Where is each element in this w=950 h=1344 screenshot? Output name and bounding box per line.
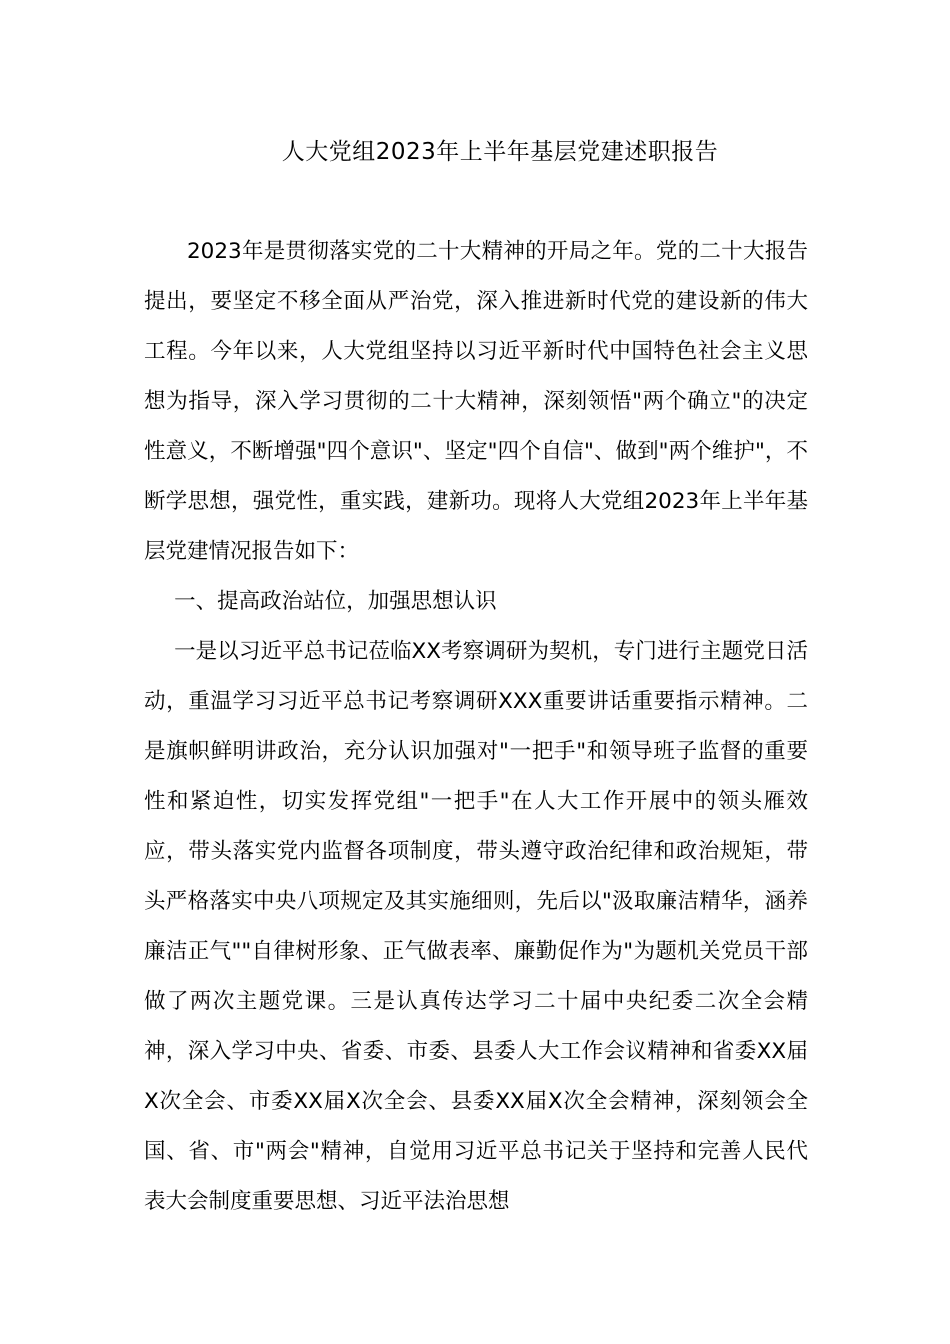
document-body bbox=[144, 227, 808, 1227]
intro-paragraph: 2023年是贯彻落实党的二十大精神的开局之年。党的二十大报告提出，要坚定不移全面从严治党，深入推进新时代党的建设新的伟大工程。今年以来，人大党组坚持以习近平新时代中国特色社会主义思想为指导，深入学习贯彻的二十大精神，深刻领悟"两个确立"的决定性意义，不断增强"四个意识"、坚定"四个自信"、做到"两个维护"，不断学思想，强党性，重实践，建新功。现将人大党组2023年上半年基层党建情况报告如下： bbox=[144, 239, 808, 564]
section-1-paragraph: 一是以习近平总书记莅临XX考察调研为契机，专门进行主题党日活动，重温学习习近平总书记考察调研XXX重要讲话重要指示精神。二是旗帜鲜明讲政治，充分认识加强对"一把手"和领导班子监督的重要性和紧迫性，切实发挥党组"一把手"在人大工作开展中的领头雁效应，带头落实党内监督各项制度，带头遵守政治纪律和政治规矩，带头严格落实中央八项规定及其实施细则，先后以"汲取廉洁精华，涵养廉洁正气""自律树形象、正气做表率、廉勤促作为"为题机关党员干部做了两次主题党课。三是认真传达学习二十届中央纪委二次全会精神，深入学习中央、省委、市委、县委人大工作会议精神和省委XX届X次全会、市委XX届X次全会、县委XX届X次全会精神，深刻领会全国、省、市"两会"精神，自觉用习近平总书记关于坚持和完善人民代表大会制度重要思想、习近平法治思想 bbox=[144, 639, 808, 1214]
document-title: 人大党组2023年上半年基层党建述职报告 bbox=[281, 139, 719, 165]
section-heading-1: 一、提高政治站位，加强思想认识 bbox=[174, 589, 497, 614]
